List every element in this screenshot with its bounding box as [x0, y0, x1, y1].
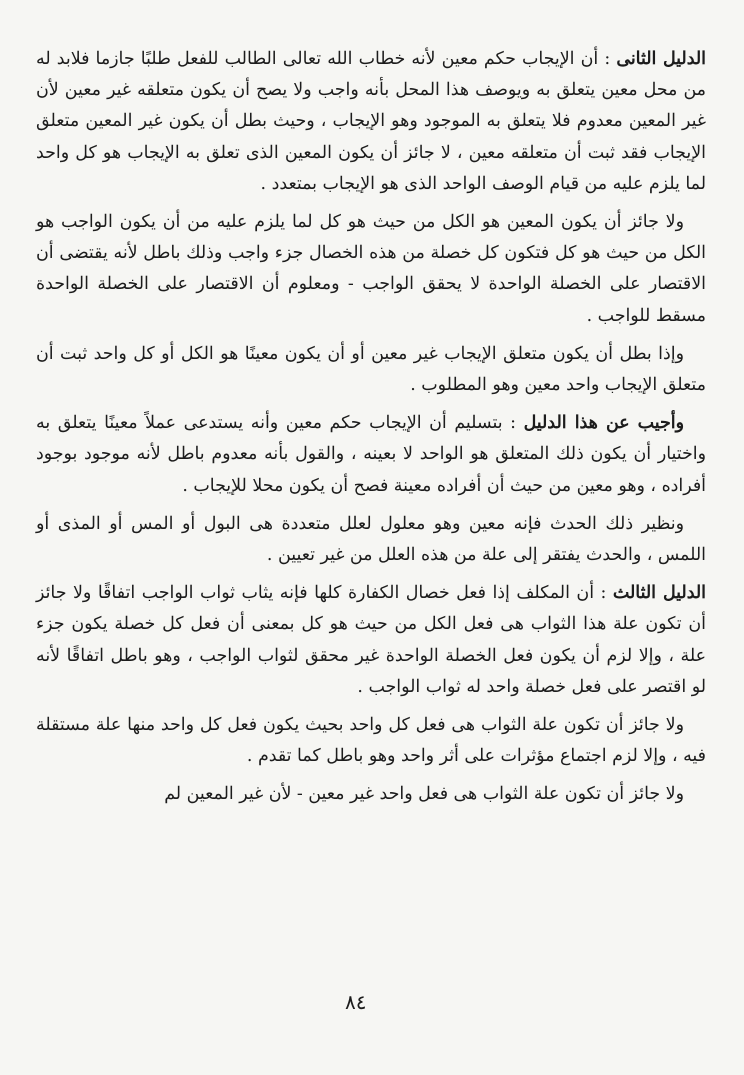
paragraph-text: ولا جائز أن تكون علة الثواب هى فعل كل واحد بحيث يكون فعل كل واحد منها علة مستقلة فيه ، وإلا لزم اجتماع مؤثرات على أثر واحد وهو باطل كما تقدم . — [36, 715, 706, 767]
paragraph-text: ولا جائز أن تكون علة الثواب هى فعل واحد غير معين - لأن غير المعين لم — [164, 784, 684, 805]
paragraph-4 — [36, 408, 706, 502]
paragraph-6 — [36, 578, 706, 703]
paragraph-text: : بتسليم أن الإيجاب حكم معين وأنه يستدعى عملاً معينًا يتعلق به واختيار أن يكون ذلك المتعلق هو الواحد لا بعينه ، والقول بأنه معدوم باطل لأنه موجود بوجود أفراده ، وهو معين من حيث أن أفراده معينة فصح أن يكون محلا للإيجاب . — [36, 413, 706, 496]
section-heading: وأجيب عن هذا الدليل — [523, 413, 684, 434]
paragraph-1 — [36, 44, 706, 200]
section-heading: الدليل الثالث — [612, 583, 706, 604]
section-heading: الدليل الثانى — [616, 49, 706, 69]
paragraph-text: : أن المكلف إذا فعل خصال الكفارة كلها فإنه يثاب ثواب الواجب اتفاقًا ولا جائز أن تكون علة هذا الثواب هى فعل الكل من حيث هو كل بمعنى أن فعل كل خصلة يكون جزء علة ، وإلا لزم أن يكون فعل الخصلة الواحدة غير محقق لثواب الواجب ، وهو باطل اتفاقًا لأنه لو اقتصر على فعل خصلة واحد له ثواب الواجب . — [36, 583, 706, 697]
paragraph-text: ونظير ذلك الحدث فإنه معين وهو معلول لعلل متعددة هى البول أو المس أو المذى أو اللمس ، والحدث يفتقر إلى علة من هذه العلل من غير تعيين . — [36, 513, 706, 566]
paragraph-2 — [36, 207, 706, 332]
paragraph-8 — [36, 779, 706, 810]
paragraph-text: ولا جائز أن يكون المعين هو الكل من حيث هو كل لما يلزم عليه من أن يكون الواجب هو الكل من حيث هو كل فتكون كل خصلة من هذه الخصال جزء واجب وذلك باطل لأنه يقتضى أن الاقتصار على الخصلة الواحدة لا يحقق الواجب - ومعلوم أن الاقتصار على الخصلة الواحدة مسقط للواجب . — [36, 212, 706, 326]
paragraph-text: : أن الإيجاب حكم معين لأنه خطاب الله تعالى الطالب للفعل طلبًا جازما فلابد له من محل معين يتعلق به ويوصف هذا المحل بأنه واجب ولا يصح أن يكون متعلقه غير معين لأن غير المعين معدوم فلا يتعلق به الموجود وهو الإيجاب ، وحيث بطل أن يكون غير المعين متعلق الإيجاب فقد ثبت أن متعلقه معين ، لا جائز أن يكون المعين الذى تعلق به الإيجاب هو كل واحد لما يلزم عليه من قيام الوصف الواحد الذى هو الإيجاب بمتعدد . — [36, 49, 706, 194]
body-text — [36, 44, 706, 811]
paragraph-5 — [36, 509, 706, 571]
paragraph-7 — [36, 710, 706, 772]
paragraph-3 — [36, 339, 706, 401]
paragraph-text: وإذا بطل أن يكون متعلق الإيجاب غير معين أو أن يكون معينًا هو الكل أو كل واحد ثبت أن متعلق الإيجاب واحد معين وهو المطلوب . — [36, 343, 706, 396]
page-number: ٨٤ — [345, 990, 367, 1014]
